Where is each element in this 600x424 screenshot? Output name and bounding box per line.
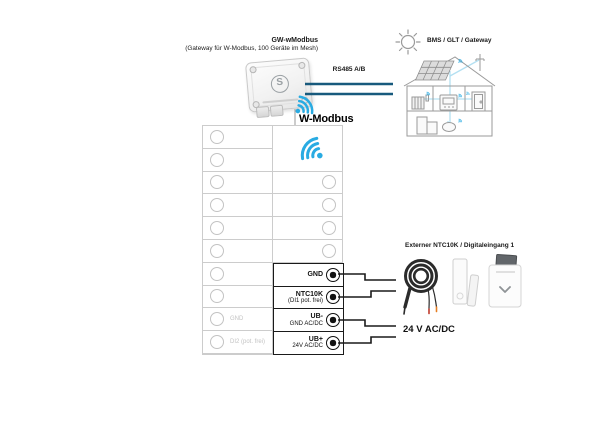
terminal-hole: [210, 175, 224, 189]
terminal-hole: [210, 221, 224, 235]
terminal-row: [203, 172, 342, 195]
terminal-name: NTC10K: [295, 290, 323, 298]
terminal-wires: [338, 274, 396, 343]
rs485-bus-lines: [305, 84, 393, 94]
terminal-cell-ub-plus: [274, 331, 343, 354]
wired-terminal-group: [273, 263, 344, 355]
gateway-caption: [140, 37, 318, 53]
terminal-name: GND: [307, 271, 323, 279]
terminal-hole: [210, 244, 224, 258]
terminal-cell-ntc10k: [274, 286, 343, 309]
terminal-hole: [322, 198, 336, 212]
terminal-hole: [210, 335, 224, 349]
terminal-cell-ub-minus: [274, 308, 343, 331]
wifi-icon: [293, 132, 325, 164]
brand-logo: S: [270, 74, 290, 94]
ntc-probe-icon: [398, 251, 446, 318]
key-card-switch-icon: [487, 253, 525, 310]
terminal-label: GND: [230, 316, 244, 323]
terminal-hole: [322, 244, 336, 258]
rs485-label: RS485 A/B: [332, 66, 366, 73]
terminal-hole: [210, 153, 224, 167]
terminal-port-icon: [326, 290, 340, 304]
building-automation-icon: [400, 51, 498, 138]
terminal-hole: [210, 130, 224, 144]
terminal-row: [203, 194, 342, 217]
terminal-hole: [210, 198, 224, 212]
terminal-subname: (DI1 pot. frei): [287, 297, 323, 304]
terminal-name: UB-: [310, 313, 323, 321]
terminal-hole: [322, 221, 336, 235]
gateway-subtitle: (Gateway für W-Modbus, 100 Geräte im Mesh): [185, 45, 318, 53]
terminal-label: DI2 (pot. frei): [230, 339, 266, 346]
cable-gland: [256, 106, 270, 118]
terminal-port-icon: [326, 268, 340, 282]
power-supply-label: 24 V AC/DC: [403, 324, 455, 335]
terminal-row: [203, 240, 342, 263]
gateway-title: GW-wModbus: [271, 37, 318, 44]
terminal-hole: [210, 267, 224, 281]
terminal-hole: [210, 312, 224, 326]
external-input-label: Externer NTC10K / Digitaleingang 1: [405, 242, 515, 249]
wmodbus-label: W-Modbus: [299, 113, 354, 125]
bms-label: BMS / GLT / Gateway: [427, 37, 492, 44]
terminal-port-icon: [326, 313, 340, 327]
terminal-block-table: [202, 125, 343, 355]
terminal-cell-gnd: [274, 264, 343, 286]
cable-gland: [270, 105, 284, 117]
terminal-port-icon: [326, 336, 340, 350]
terminal-hole: [322, 175, 336, 189]
door-contact-icon: [450, 257, 480, 312]
terminal-subname: GND AC/DC: [289, 320, 323, 327]
terminal-name: UB+: [308, 335, 323, 343]
terminal-hole: [210, 289, 224, 303]
terminal-row: [203, 217, 342, 240]
terminal-subname: 24V AC/DC: [292, 343, 323, 350]
